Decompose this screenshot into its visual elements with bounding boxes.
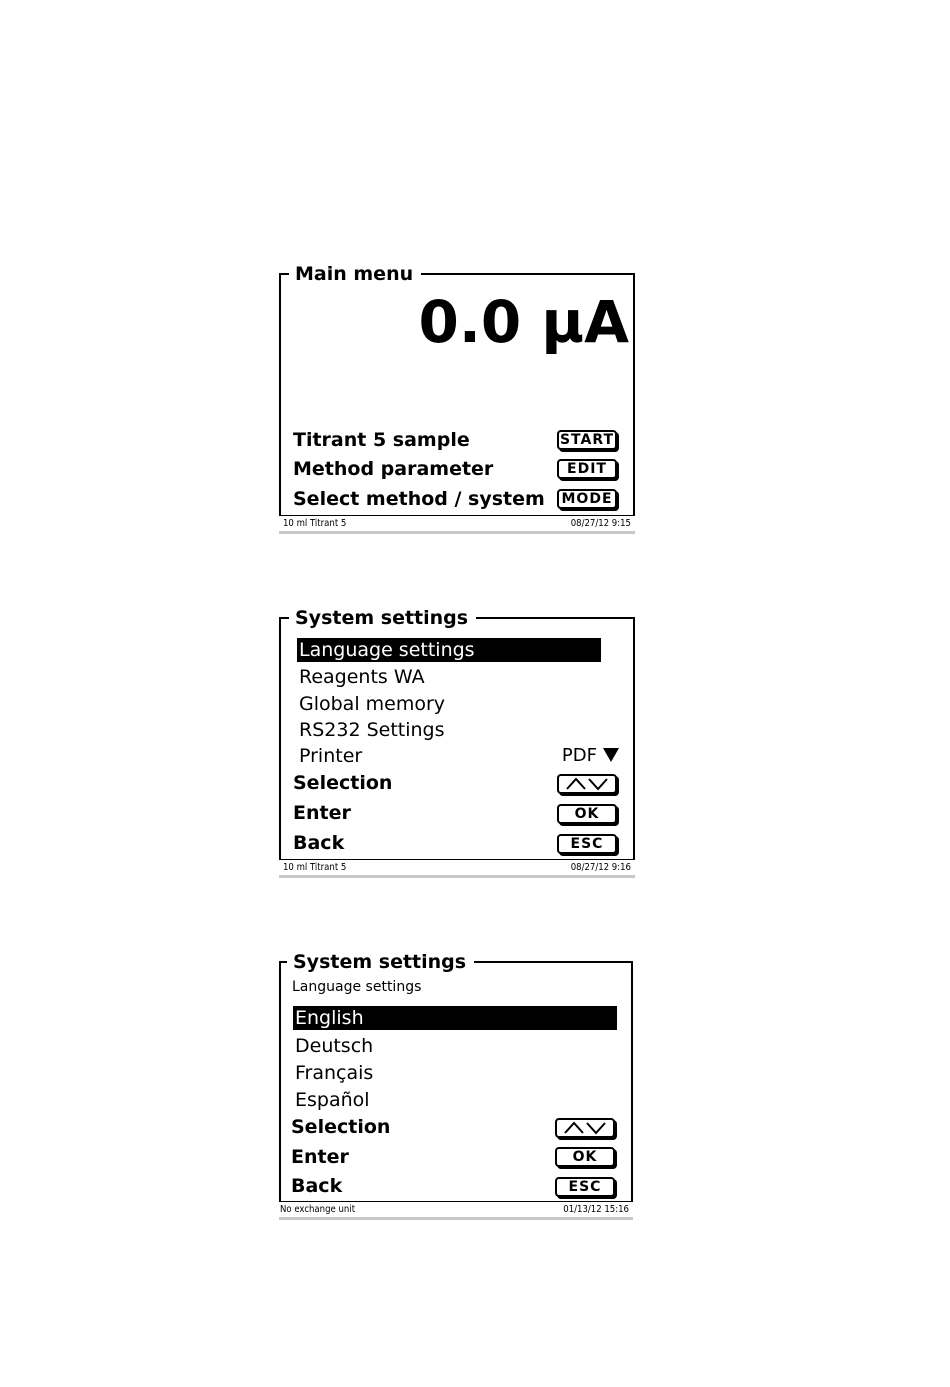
edit-button[interactable]: EDIT bbox=[557, 459, 617, 479]
ok-button[interactable]: OK bbox=[557, 804, 617, 824]
titrate-sample-label: Titrant 5 sample bbox=[293, 429, 470, 451]
screen-title: System settings bbox=[287, 950, 474, 974]
triangle-down-icon bbox=[603, 748, 619, 762]
status-datetime: 01/13/12 15:16 bbox=[563, 1204, 629, 1215]
printer-value: PDF bbox=[561, 745, 597, 766]
language-settings-frame bbox=[279, 951, 633, 1201]
ok-button[interactable]: OK bbox=[555, 1147, 615, 1167]
esc-button[interactable]: ESC bbox=[557, 834, 617, 854]
menu-item-printer[interactable]: Printer bbox=[299, 745, 363, 767]
language-settings-screen bbox=[279, 951, 633, 1221]
up-down-arrows-icon bbox=[565, 777, 609, 791]
up-down-arrows-icon bbox=[563, 1121, 607, 1135]
mode-button[interactable]: MODE bbox=[557, 489, 617, 509]
language-option-francais[interactable]: Français bbox=[295, 1062, 374, 1084]
menu-item-global-memory[interactable]: Global memory bbox=[299, 693, 446, 715]
current-reading: 0.0 µA bbox=[418, 288, 629, 356]
language-option-deutsch[interactable]: Deutsch bbox=[295, 1035, 374, 1057]
language-option-espanol[interactable]: Español bbox=[295, 1089, 370, 1111]
system-settings-frame bbox=[279, 607, 635, 859]
screen-title: System settings bbox=[289, 606, 476, 630]
enter-label: Enter bbox=[291, 1146, 349, 1168]
status-bar bbox=[279, 1201, 633, 1220]
status-exchange-unit: No exchange unit bbox=[280, 1204, 356, 1215]
system-settings-screen bbox=[279, 607, 635, 879]
status-exchange-unit: 10 ml Titrant 5 bbox=[283, 518, 347, 529]
back-label: Back bbox=[293, 832, 345, 854]
selection-updown-button[interactable] bbox=[557, 774, 617, 794]
screen-subtitle: Language settings bbox=[292, 979, 422, 995]
status-exchange-unit: 10 ml Titrant 5 bbox=[283, 862, 347, 873]
enter-label: Enter bbox=[293, 802, 351, 824]
menu-item-rs232-settings[interactable]: RS232 Settings bbox=[299, 719, 445, 741]
back-label: Back bbox=[291, 1175, 343, 1197]
main-menu-frame bbox=[279, 263, 635, 515]
status-datetime: 08/27/12 9:16 bbox=[570, 862, 631, 873]
selection-label: Selection bbox=[293, 772, 393, 794]
screen-title: Main menu bbox=[289, 262, 421, 286]
menu-item-language-settings[interactable]: Language settings bbox=[297, 638, 601, 662]
esc-button[interactable]: ESC bbox=[555, 1177, 615, 1197]
printer-dropdown[interactable] bbox=[562, 744, 619, 768]
selection-updown-button[interactable] bbox=[555, 1118, 615, 1138]
status-bar bbox=[279, 515, 635, 534]
method-parameter-label: Method parameter bbox=[293, 458, 494, 480]
select-method-label: Select method / system bbox=[293, 488, 545, 510]
selection-label: Selection bbox=[291, 1116, 391, 1138]
menu-item-reagents-wa[interactable]: Reagents WA bbox=[299, 666, 425, 688]
status-bar bbox=[279, 859, 635, 878]
status-datetime: 08/27/12 9:15 bbox=[570, 518, 631, 529]
start-button[interactable]: START bbox=[557, 430, 617, 450]
main-menu-screen bbox=[279, 263, 635, 535]
language-option-english[interactable]: English bbox=[293, 1006, 617, 1030]
